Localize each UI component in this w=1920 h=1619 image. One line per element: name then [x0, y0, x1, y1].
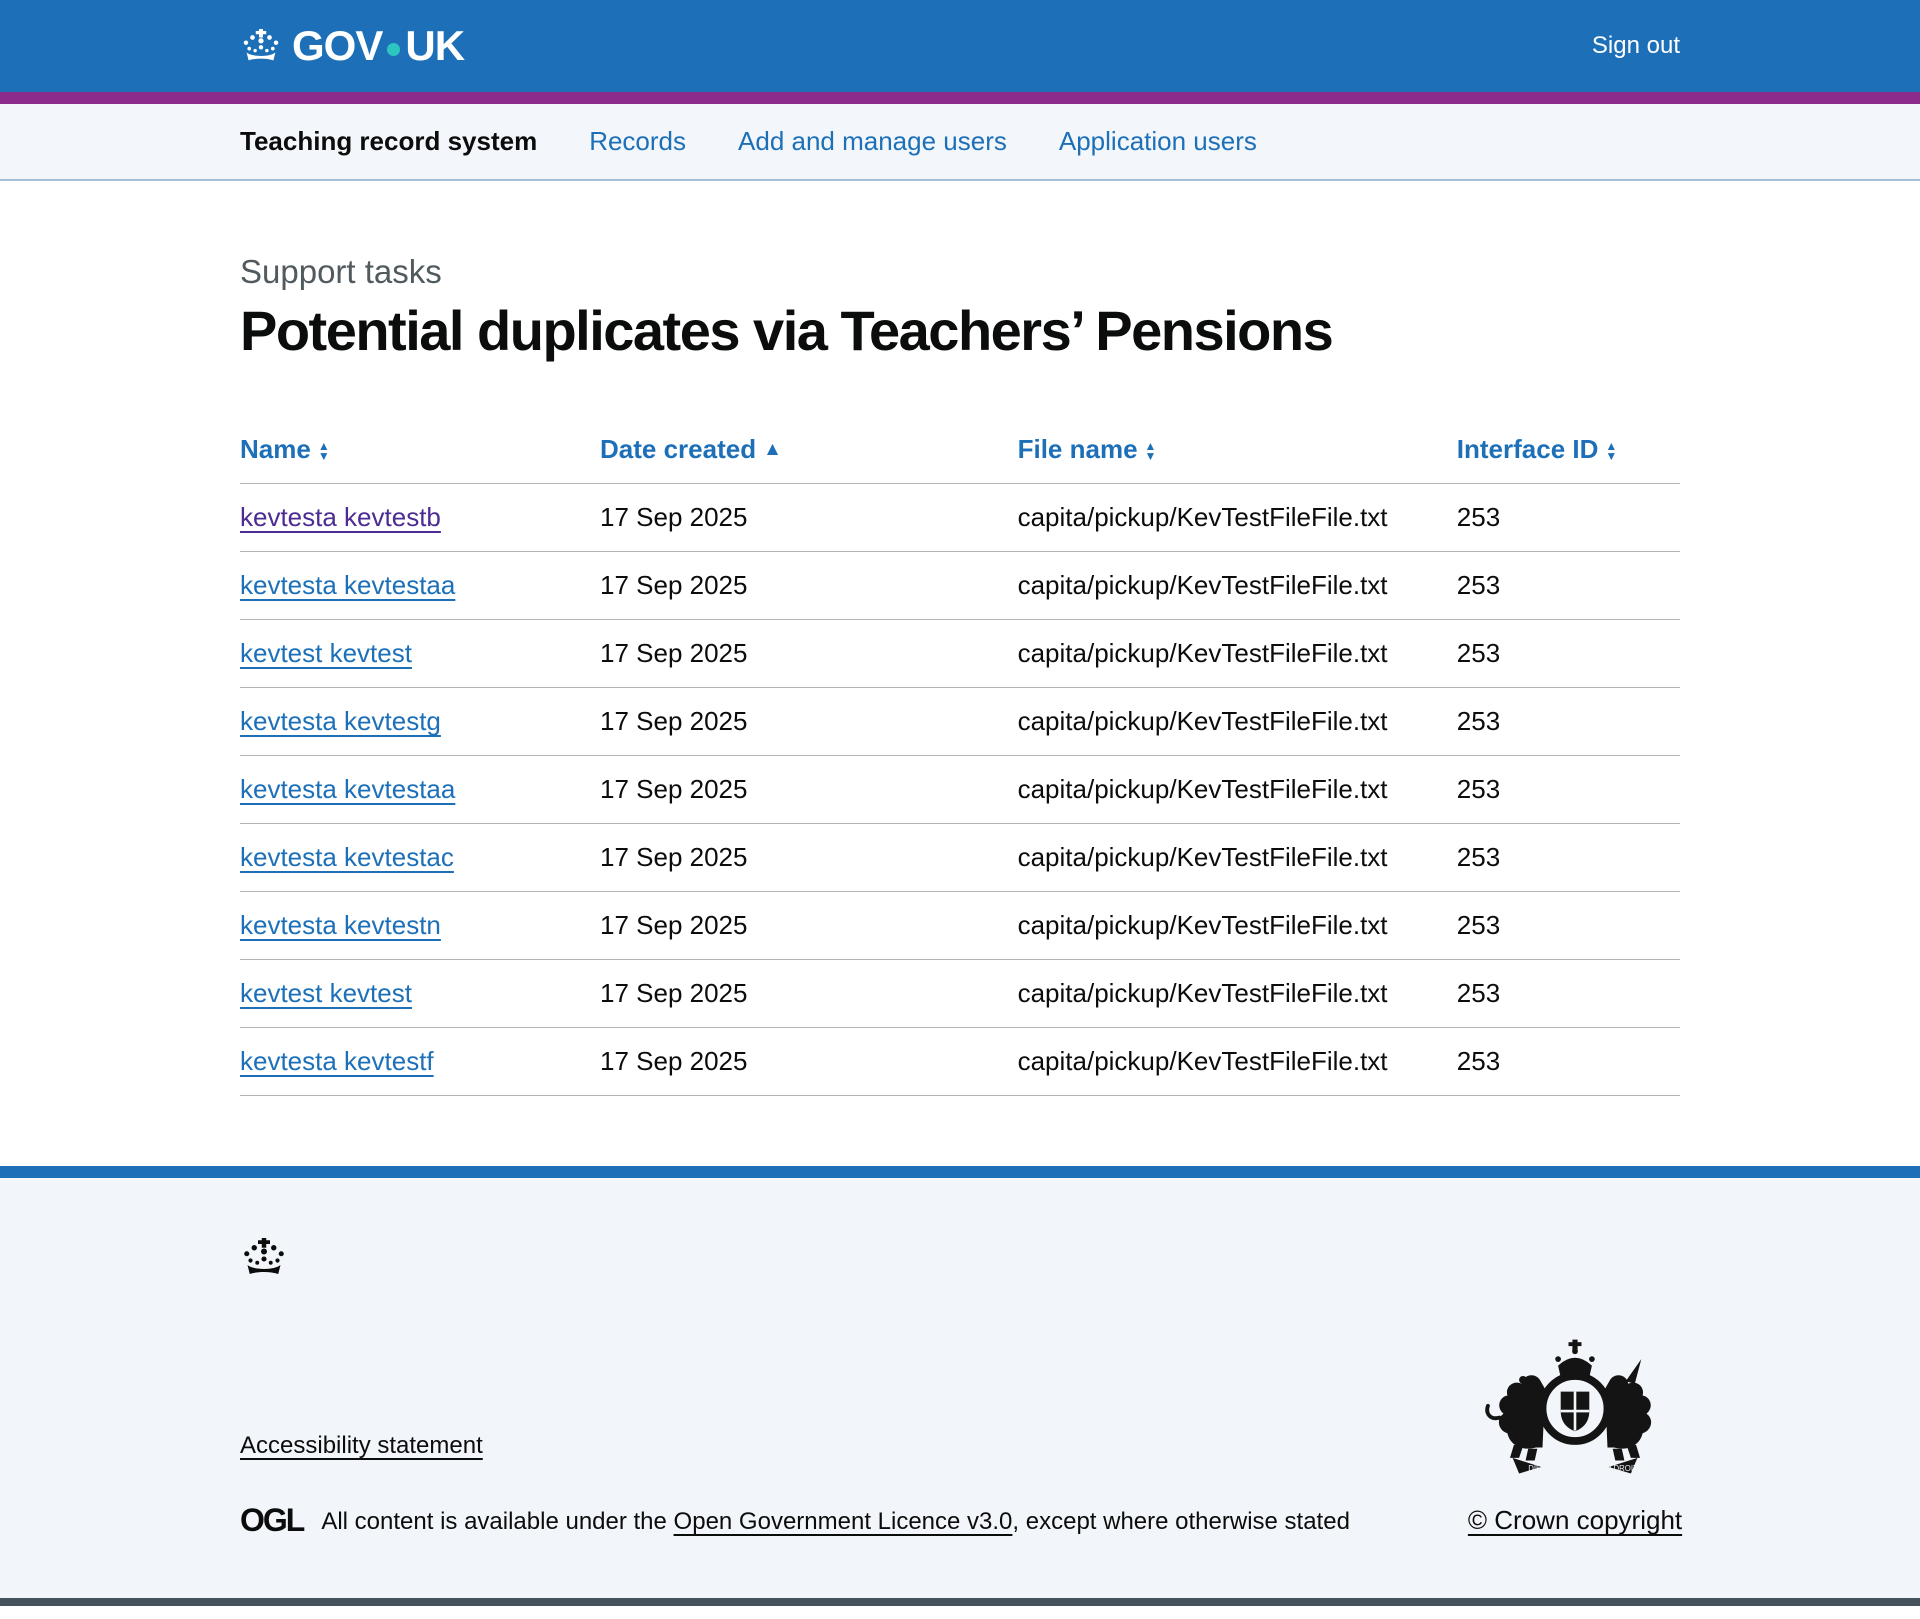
interface-id-cell: 253 — [1457, 688, 1680, 756]
open-government-licence-link[interactable]: Open Government Licence v3.0 — [673, 1508, 1013, 1536]
ogl-logo: OGL — [240, 1502, 304, 1539]
record-link[interactable]: kevtesta kevtestaa — [240, 570, 456, 601]
column-label-interface-id: Interface ID — [1456, 434, 1599, 465]
licence-text: All content is available under the Open Government Licence v3.0, except where otherwise stated — [321, 1508, 1350, 1536]
page-title: Potential duplicates via Teachers’ Pensions — [240, 299, 1333, 362]
main-content — [0, 181, 1920, 1166]
file-name-cell: capita/pickup/KevTestFileFile.txt — [1018, 1028, 1457, 1096]
interface-id-cell: 253 — [1457, 960, 1680, 1028]
svg-text:MON DROIT: MON DROIT — [1593, 1464, 1638, 1474]
sort-by-date-created-button[interactable] — [600, 434, 782, 465]
govuk-footer — [0, 1178, 1920, 1598]
file-name-cell: capita/pickup/KevTestFileFile.txt — [1018, 484, 1457, 552]
nav-item-application-users[interactable]: Application users — [1058, 126, 1257, 156]
column-label-file-name: File name — [1017, 434, 1138, 465]
govuk-header — [0, 0, 1920, 92]
sort-both-icon: ▲ ▼ — [317, 438, 330, 463]
sort-ascending-icon: ▲ — [763, 439, 782, 461]
interface-id-cell: 253 — [1457, 484, 1680, 552]
file-name-cell: capita/pickup/KevTestFileFile.txt — [1018, 756, 1457, 824]
interface-id-cell: 253 — [1457, 1028, 1680, 1096]
date-created-cell: 17 Sep 2025 — [600, 892, 1018, 960]
interface-id-cell: 253 — [1457, 620, 1680, 688]
file-name-cell: capita/pickup/KevTestFileFile.txt — [1018, 892, 1457, 960]
sort-by-name-button[interactable] — [240, 434, 330, 465]
svg-text:DIEU ET: DIEU ET — [1528, 1464, 1559, 1474]
table-row — [240, 620, 1680, 688]
sign-out-link[interactable]: Sign out — [1591, 32, 1680, 59]
date-created-cell: 17 Sep 2025 — [600, 824, 1018, 892]
date-created-cell: 17 Sep 2025 — [600, 620, 1018, 688]
sort-both-icon: ▲ ▼ — [1605, 438, 1618, 463]
table-row — [240, 756, 1680, 824]
service-navigation — [0, 104, 1920, 181]
crown-icon — [240, 29, 282, 63]
govuk-logo-link[interactable] — [240, 22, 464, 70]
column-label-date-created: Date created — [600, 434, 757, 465]
date-created-cell: 17 Sep 2025 — [600, 484, 1018, 552]
table-row — [240, 688, 1680, 756]
table-row — [240, 824, 1680, 892]
interface-id-cell: 253 — [1457, 824, 1680, 892]
table-header-row — [240, 416, 1680, 484]
file-name-cell: capita/pickup/KevTestFileFile.txt — [1018, 552, 1457, 620]
sort-by-interface-id-button[interactable] — [1457, 434, 1618, 465]
nav-item-add-manage-users[interactable]: Add and manage users — [738, 126, 1007, 156]
sort-both-icon: ▲ ▼ — [1144, 438, 1157, 463]
record-link[interactable]: kevtesta kevtestac — [240, 842, 454, 873]
date-created-cell: 17 Sep 2025 — [600, 688, 1018, 756]
record-link[interactable]: kevtesta kevtestaa — [240, 774, 456, 805]
duplicates-table — [240, 416, 1680, 1096]
interface-id-cell: 253 — [1457, 552, 1680, 620]
table-row — [240, 1028, 1680, 1096]
date-created-cell: 17 Sep 2025 — [600, 960, 1018, 1028]
page-caption: Support tasks — [240, 253, 442, 290]
date-created-cell: 17 Sep 2025 — [600, 1028, 1018, 1096]
nav-item-records[interactable]: Records — [589, 126, 687, 156]
interface-id-cell: 253 — [1457, 892, 1680, 960]
file-name-cell: capita/pickup/KevTestFileFile.txt — [1018, 688, 1457, 756]
file-name-cell: capita/pickup/KevTestFileFile.txt — [1018, 960, 1457, 1028]
date-created-cell: 17 Sep 2025 — [600, 552, 1018, 620]
royal-coat-of-arms — [1484, 1335, 1666, 1495]
date-created-cell: 17 Sep 2025 — [600, 756, 1018, 824]
accessibility-statement-link[interactable]: Accessibility statement — [240, 1432, 483, 1460]
record-link[interactable]: kevtesta kevtestb — [240, 502, 441, 533]
crown-copyright-link[interactable]: © Crown copyright — [1467, 1505, 1683, 1536]
record-link[interactable]: kevtesta kevtestg — [240, 706, 441, 737]
interface-id-cell: 253 — [1457, 756, 1680, 824]
record-link[interactable]: kevtesta kevtestf — [240, 1046, 434, 1077]
column-label-name: Name — [240, 434, 311, 465]
record-link[interactable]: kevtest kevtest — [240, 638, 412, 669]
brand-accent-bar — [0, 92, 1920, 104]
logo-dot-icon — [387, 43, 400, 56]
window-bottom-strip — [0, 1598, 1920, 1606]
table-row — [240, 960, 1680, 1028]
service-name-link[interactable]: Teaching record system — [240, 126, 538, 156]
record-link[interactable]: kevtesta kevtestn — [240, 910, 441, 941]
table-row — [240, 484, 1680, 552]
sort-by-file-name-button[interactable] — [1018, 434, 1157, 465]
record-link[interactable]: kevtest kevtest — [240, 978, 412, 1009]
crown-icon — [240, 1238, 288, 1277]
table-row — [240, 552, 1680, 620]
table-row — [240, 892, 1680, 960]
file-name-cell: capita/pickup/KevTestFileFile.txt — [1018, 620, 1457, 688]
logo-text: GOV UK — [292, 22, 465, 69]
file-name-cell: capita/pickup/KevTestFileFile.txt — [1018, 824, 1457, 892]
footer-accent-bar — [0, 1166, 1920, 1178]
